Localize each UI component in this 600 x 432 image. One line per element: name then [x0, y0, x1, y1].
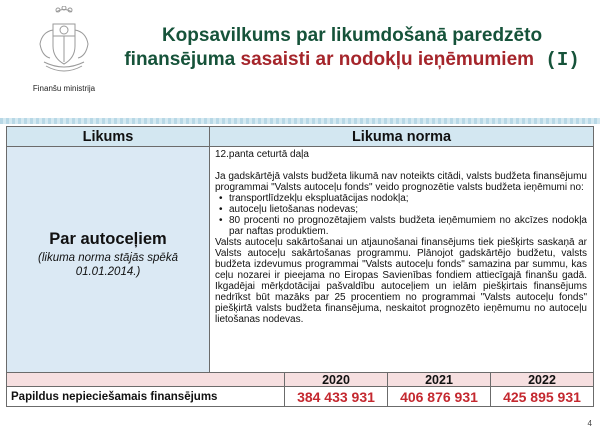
latvia-coat-of-arms-icon — [34, 6, 94, 82]
norm-cell — [210, 147, 593, 372]
title-line-1: Kopsavilkums par likumdošanā paredzēto — [161, 25, 543, 46]
norm-paragraph-1: Ja gadskārtējā valsts budžeta likumā nav noteikts citādi, valsts budžeta finansējumu programmai "Valsts autoceļu fonds" veido prognozētie valsts budžeta ieņēmumi no: — [215, 171, 587, 193]
decorative-divider — [0, 118, 600, 124]
col-header-law: Likums — [7, 127, 210, 146]
list-item: • autoceļu lietošanas nodevas; — [215, 204, 587, 215]
law-note-line-2: 01.01.2014.) — [75, 266, 141, 278]
title-line-2 — [118, 48, 586, 72]
page-number: 4 — [587, 419, 592, 428]
list-item: • transportlīdzekļu ekspluatācijas nodokļa; — [215, 193, 587, 204]
col-header-norm: Likuma norma — [351, 129, 452, 145]
table-row — [7, 147, 593, 372]
table-header — [7, 127, 593, 147]
summary-label: Papildus nepieciešamais finansējums — [7, 387, 285, 406]
summary-value-2020: 384 433 931 — [285, 387, 388, 406]
year-2022: 2022 — [491, 373, 593, 386]
title-suffix: (I) — [534, 49, 580, 71]
years-row-empty-cell — [7, 373, 285, 386]
norm-bullet-list — [215, 193, 587, 237]
title-plain: finansējuma — [124, 49, 241, 70]
year-2020: 2020 — [285, 373, 388, 386]
list-item: • 80 procenti no prognozētajiem valsts budžeta ieņēmumiem no akcīzes nodokļa par naftas produktiem. — [215, 215, 587, 237]
norm-section: 12.panta ceturtā daļa — [215, 149, 309, 160]
summary-table — [6, 126, 594, 407]
years-row — [7, 372, 593, 386]
ministry-logo — [18, 2, 110, 102]
law-note-line-1: (likuma norma stājās spēkā — [38, 252, 178, 264]
norm-paragraph-2: Valsts autoceļu sakārtošanai un atjaunošanai finansējums tiek piešķirts saskaņā ar Valsts autoceļu sakārtošanas programmu. Plānojot gadskārtējo budžetu, valsts budžeta izdevumus programmai "Valsts autoceļu fonds" samazina par summu, kas ceļu nozarei ir pieejama no Eiropas Savienības fondiem attiecīgajā finanšu gadā. Ikgadējai mērķdotācijai pašvaldību autoceļiem un ielām piešķirtais finansējums nedrīkst būt mazāks par 25 procentiem no programmai "Valsts autoceļu fonds" piešķirtā valsts budžeta finansējuma, neskaitot prognozēto ieņēmumu no autoceļu lietošanas nodevas. — [215, 237, 587, 325]
page-title — [118, 24, 586, 72]
title-highlight: sasaisti ar nodokļu ieņēmumiem — [240, 49, 535, 70]
law-name: Par autoceļiem — [49, 230, 167, 248]
law-note — [38, 251, 178, 279]
year-2021: 2021 — [388, 373, 491, 386]
law-cell — [7, 147, 210, 372]
summary-value-2021: 406 876 931 — [388, 387, 491, 406]
summary-row — [7, 386, 593, 406]
ministry-name: Finanšu ministrija — [32, 84, 96, 93]
summary-value-2022: 425 895 931 — [491, 387, 593, 406]
